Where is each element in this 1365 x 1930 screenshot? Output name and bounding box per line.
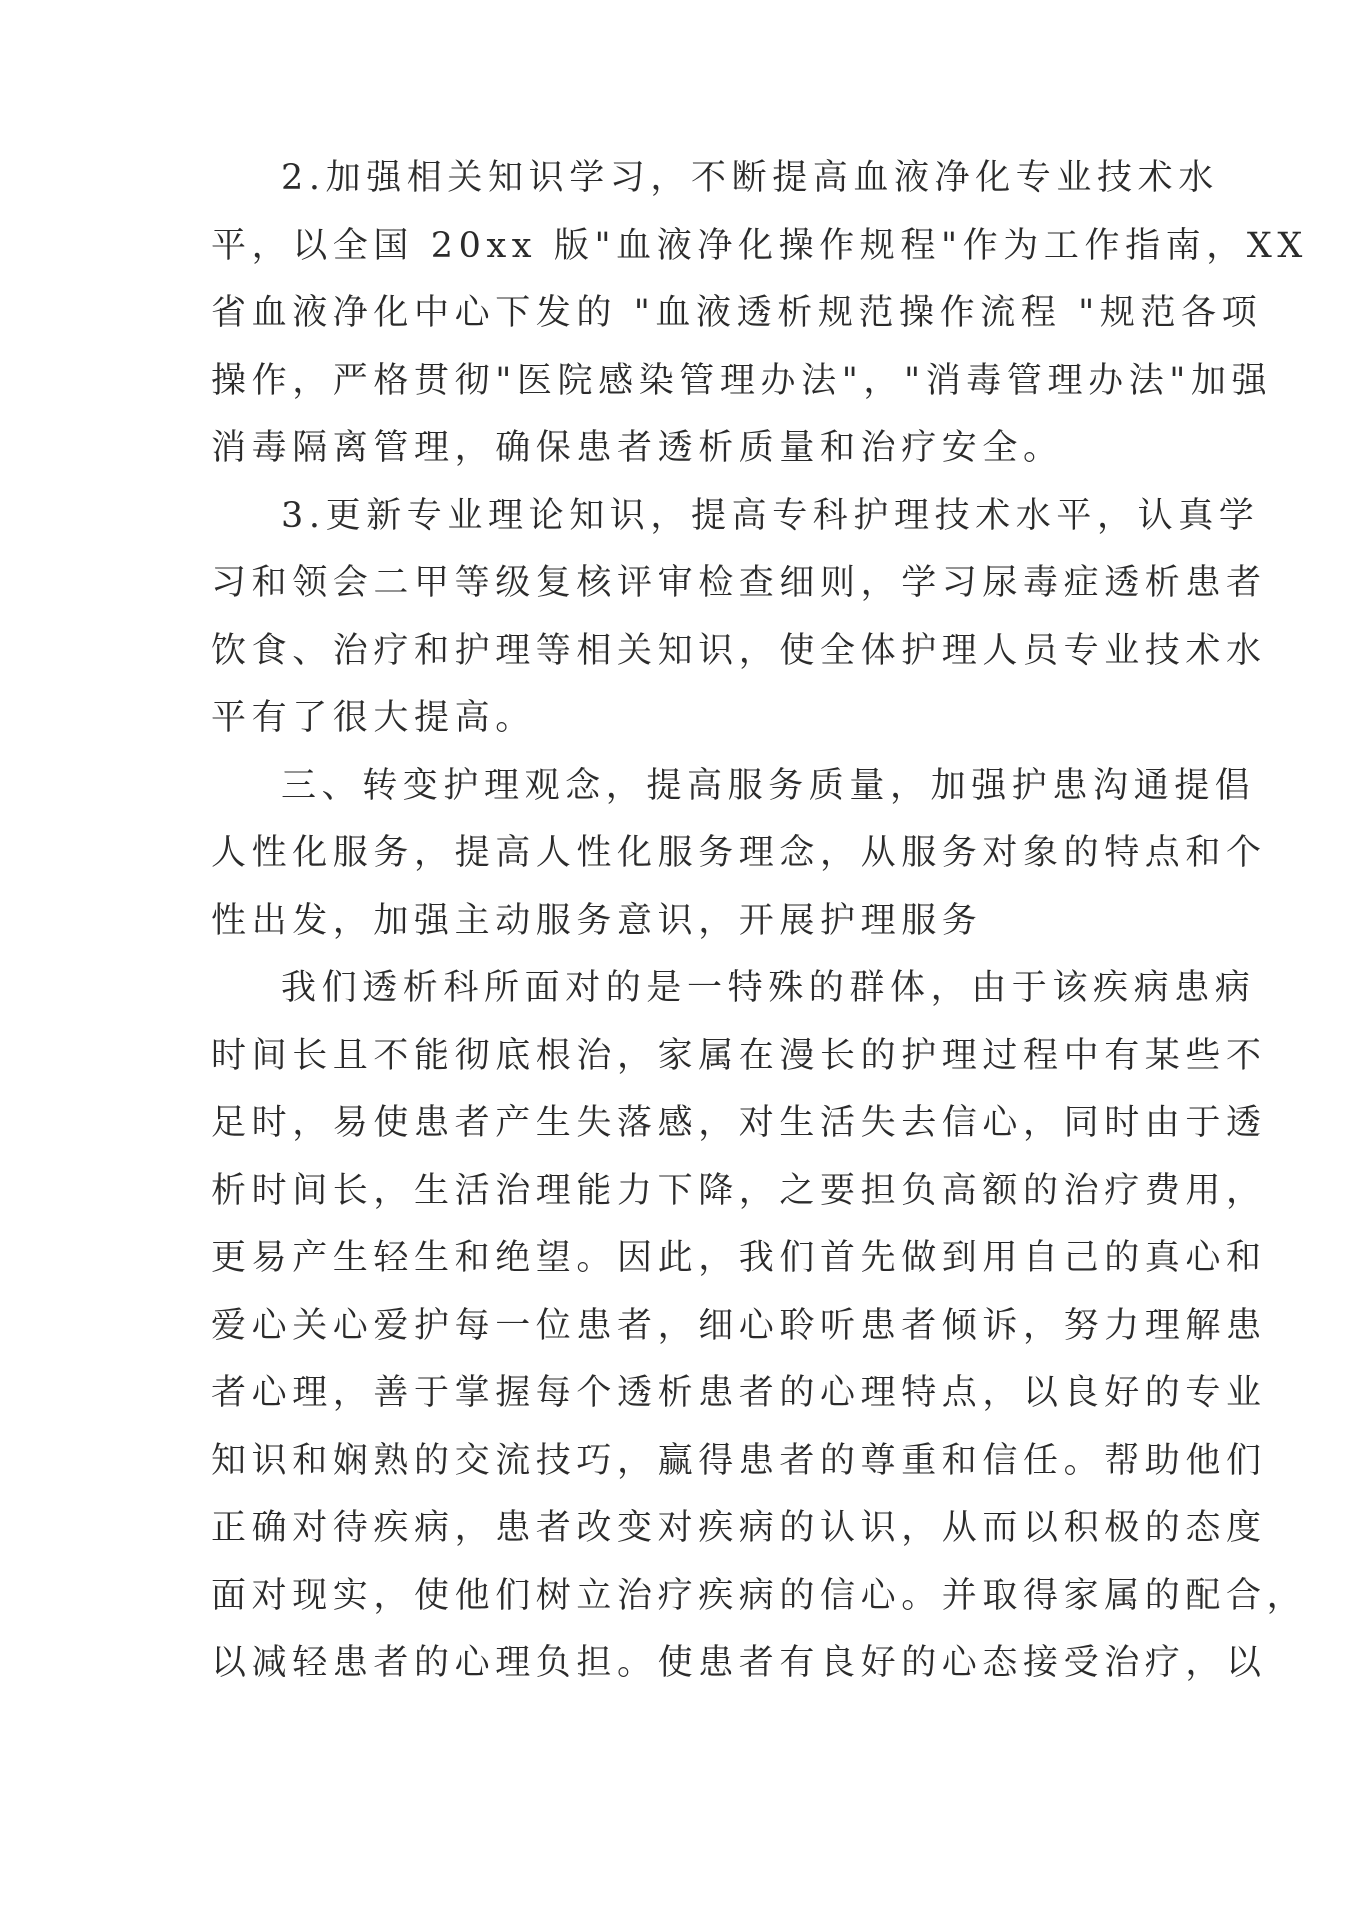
text-line: 平，以全国 20xx 版"血液净化操作规程"作为工作指南，XX <box>211 225 1308 266</box>
text-line: 面对现实，使他们树立治疗疾病的信心。并取得家属的配合， <box>211 1575 1308 1616</box>
text-line: 爱心关心爱护每一位患者，细心聆听患者倾诉，努力理解患 <box>211 1305 1267 1346</box>
text-line: 习和领会二甲等级复核评审检查细则，学习尿毒症透析患者 <box>211 563 1267 603</box>
text-line: 足时，易使患者产生失落感，对生活失去信心，同时由于透 <box>211 1103 1267 1143</box>
text-line: 省血液净化中心下发的 "血液透析规范操作流程 "规范各项 <box>211 293 1263 333</box>
text-line: 3.更新专业理论知识，提高专科护理技术水平，认真学 <box>281 495 1260 536</box>
text-line: 更易产生轻生和绝望。因此，我们首先做到用自己的真心和 <box>211 1238 1267 1278</box>
text-line: 人性化服务，提高人性化服务理念，从服务对象的特点和个 <box>211 833 1267 873</box>
text-line: 以减轻患者的心理负担。使患者有良好的心态接受治疗，以 <box>211 1643 1267 1683</box>
text-line: 我们透析科所面对的是一特殊的群体，由于该疾病患病 <box>281 968 1256 1008</box>
text-line: 知识和娴熟的交流技巧，赢得患者的尊重和信任。帮助他们 <box>211 1440 1267 1481</box>
document-body <box>211 145 1308 1698</box>
text-line: 正确对待疾病，患者改变对疾病的认识，从而以积极的态度 <box>211 1508 1267 1548</box>
text-line: 三、转变护理观念，提高服务质量，加强护患沟通提倡 <box>281 765 1256 806</box>
text-line: 析时间长，生活治理能力下降，之要担负高额的治疗费用， <box>211 1170 1267 1211</box>
paragraph-theory-update <box>211 483 1267 753</box>
text-line: 平有了很大提高。 <box>211 698 536 738</box>
text-line: 操作，严格贯彻"医院感染管理办法"，"消毒管理办法"加强 <box>211 360 1273 401</box>
text-line: 者心理，善于掌握每个透析患者的心理特点，以良好的专业 <box>211 1373 1267 1413</box>
text-line: 2.加强相关知识学习，不断提高血液净化专业技术水 <box>281 158 1219 198</box>
text-line: 性出发，加强主动服务意识，开展护理服务 <box>211 900 983 941</box>
text-line: 消毒隔离管理，确保患者透析质量和治疗安全。 <box>211 428 1064 468</box>
text-line: 时间长且不能彻底根治，家属在漫长的护理过程中有某些不 <box>211 1035 1267 1076</box>
text-line: 饮食、治疗和护理等相关知识，使全体护理人员专业技术水 <box>211 630 1267 671</box>
paragraph-patient-care <box>211 955 1308 1698</box>
paragraph-section-three-heading <box>211 753 1267 956</box>
paragraph-knowledge-study <box>211 145 1308 483</box>
